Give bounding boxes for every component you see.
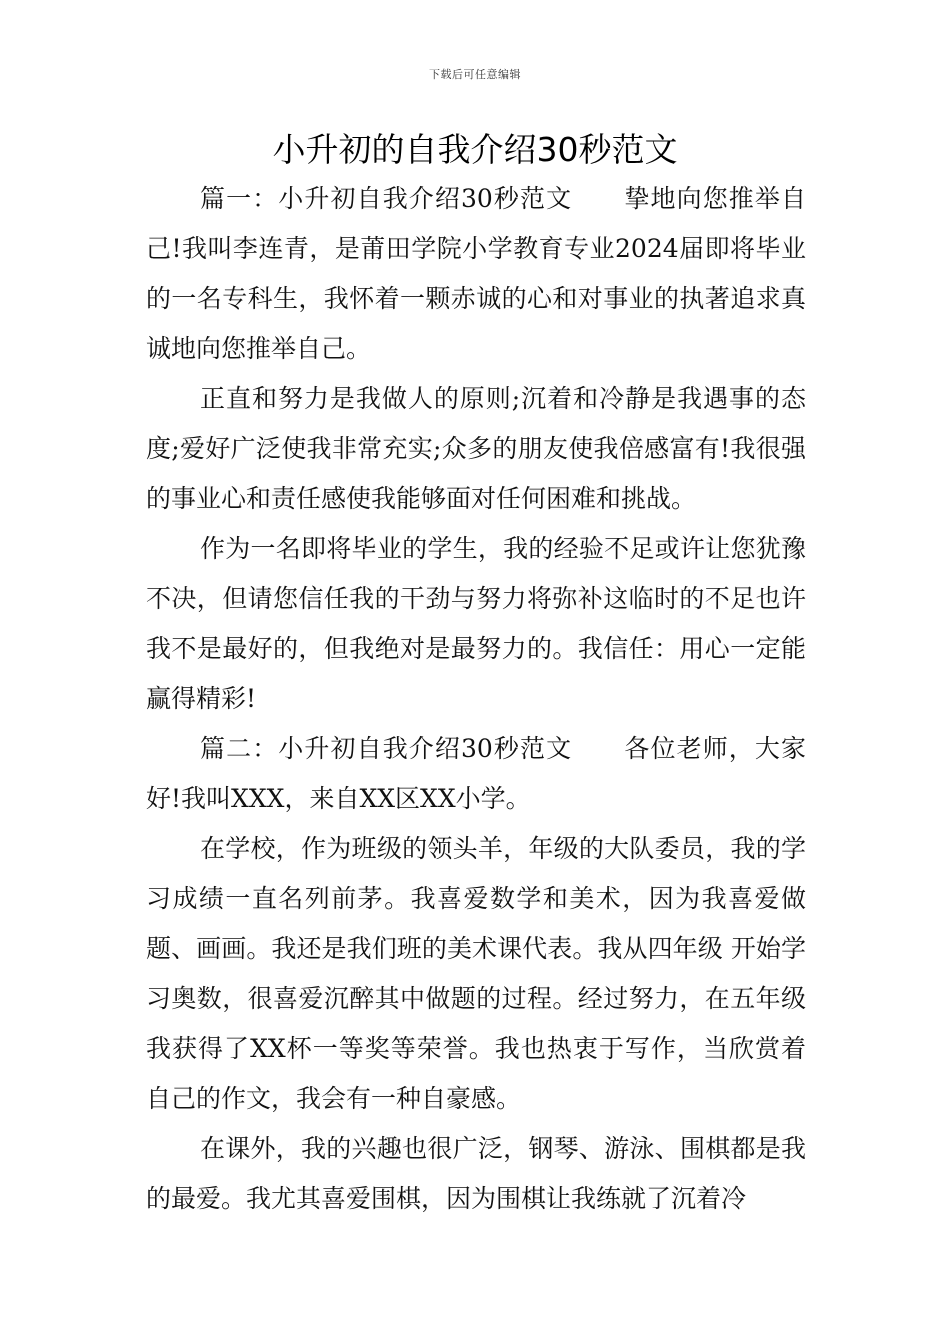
paragraph-5: 在学校，作为班级的领头羊，年级的大队委员，我的学习成绩一直名列前茅。我喜爱数学和美术，因为我喜爱做题、画画。我还是我们班的美术课代表。我从四年级 开始学习奥数，很喜爱沉醉其中做题的过程。经过努力，在五年级我获得了XX杯一等奖等荣誉。我也热衷于写作，当欣赏着自己的作文，我会有一种自豪感。 [146,834,806,1113]
paragraph-3: 作为一名即将毕业的学生，我的经验不足或许让您犹豫不决，但请您信任我的干劲与努力将弥补这临时的不足也许我不是最好的，但我绝对是最努力的。我信任：用心一定能赢得精彩! [146,534,806,713]
header-note: 下载后可任意编辑 [429,68,521,81]
paragraph-4: 篇二：小升初自我介绍30秒范文 各位老师，大家好!我叫XXX，来自XX区XX小学。 [146,734,806,813]
page-title: 小升初的自我介绍30秒范文 [272,130,678,169]
document-body [146,174,806,1224]
paragraph-2: 正直和努力是我做人的原则;沉着和冷静是我遇事的态度;爱好广泛使我非常充实;众多的朋友使我倍感富有!我很强的事业心和责任感使我能够面对任何困难和挑战。 [146,384,806,513]
paragraph-6: 在课外，我的兴趣也很广泛，钢琴、游泳、围棋都是我的最爱。我尤其喜爱围棋，因为围棋让我练就了沉着冷 [146,1134,806,1213]
paragraph-1: 篇一：小升初自我介绍30秒范文 挚地向您推举自己!我叫李连青，是莆田学院小学教育专业2024届即将毕业的一名专科生，我怀着一颗赤诚的心和对事业的执著追求真诚地向您推举自己。 [146,184,806,363]
